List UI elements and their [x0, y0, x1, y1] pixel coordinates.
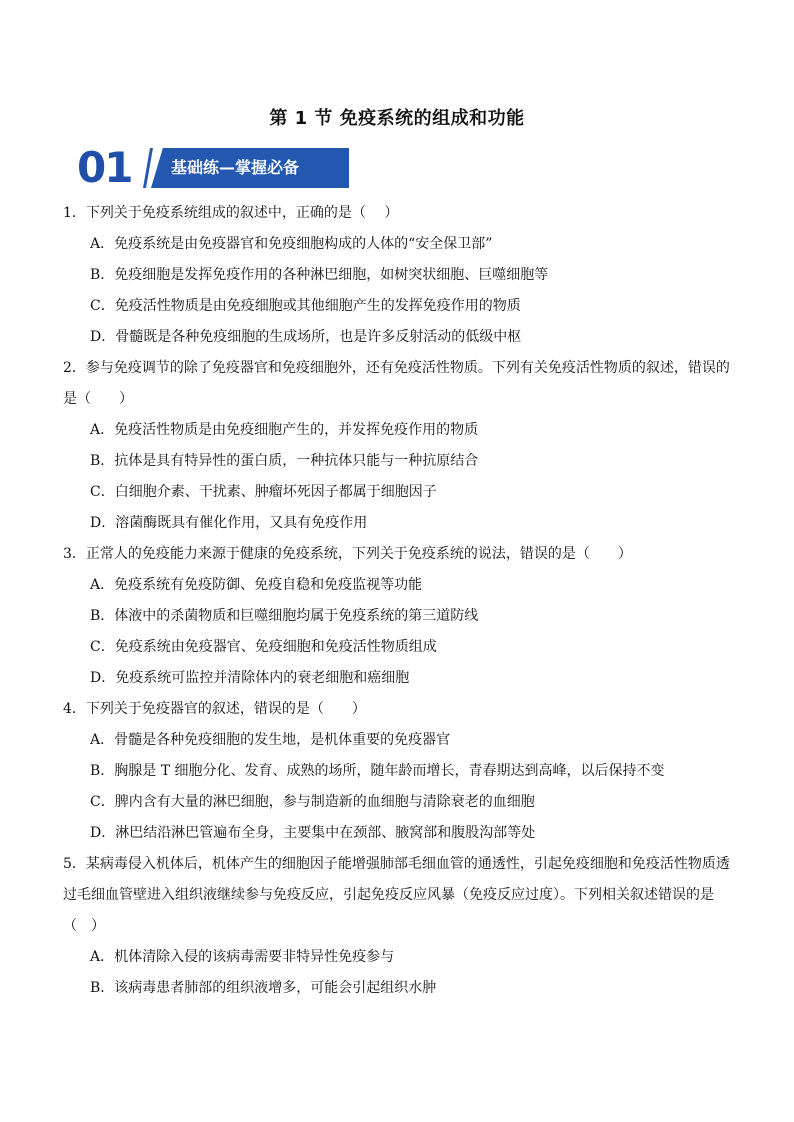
section-banner — [77, 143, 349, 192]
question-option: B．免疫细胞是发挥免疫作用的各种淋巴细胞，如树突状细胞、巨噬细胞等 — [90, 267, 549, 283]
question-option: C．脾内含有大量的淋巴细胞，参与制造新的血细胞与清除衰老的血细胞 — [90, 794, 535, 810]
question-option: C．免疫系统由免疫器官、免疫细胞和免疫活性物质组成 — [90, 639, 437, 655]
question-option: B．该病毒患者肺部的组织液增多，可能会引起组织水肿 — [90, 980, 437, 996]
question-option: B．胸腺是 T 细胞分化、发育、成熟的场所，随年龄而增长，青春期达到高峰，以后保持不变 — [90, 763, 665, 779]
question-option: A．免疫系统有免疫防御、免疫自稳和免疫监视等功能 — [90, 577, 423, 593]
question-stem: 1．下列关于免疫系统组成的叙述中，正确的是（ ） — [63, 205, 399, 221]
banner-label: 基础练—掌握必备 — [171, 158, 300, 177]
question-option: A．免疫系统是由免疫器官和免疫细胞构成的人体的“安全保卫部” — [90, 236, 493, 252]
question-option: C．白细胞介素、干扰素、肿瘤坏死因子都属于细胞因子 — [90, 484, 437, 500]
question-option: B．抗体是具有特异性的蛋白质，一种抗体只能与一种抗原结合 — [90, 453, 479, 469]
question-option: A．免疫活性物质是由免疫细胞产生的，并发挥免疫作用的物质 — [90, 422, 479, 438]
question-3 — [63, 539, 733, 694]
question-1 — [63, 198, 733, 353]
question-stem: 4．下列关于免疫器官的叙述，错误的是（ ） — [63, 701, 366, 717]
question-2 — [63, 353, 733, 539]
banner-number: 01 — [77, 143, 132, 192]
question-option: A．机体清除入侵的该病毒需要非特异性免疫参与 — [90, 949, 395, 965]
page-title: 第 1 节 免疫系统的组成和功能 — [269, 108, 525, 129]
question-option: A．骨髓是各种免疫细胞的发生地，是机体重要的免疫器官 — [90, 732, 451, 748]
question-option: D．免疫系统可监控并清除体内的衰老细胞和癌细胞 — [90, 670, 410, 686]
question-list — [63, 198, 733, 1004]
question-option: D．骨髓既是各种免疫细胞的生成场所，也是许多反射活动的低级中枢 — [90, 329, 522, 345]
question-option: D．淋巴结沿淋巴管遍布全身，主要集中在颈部、腋窝部和腹股沟部等处 — [90, 825, 536, 841]
question-stem: 2．参与免疫调节的除了免疫器官和免疫细胞外，还有免疫活性物质。下列有关免疫活性物质的叙述，错误的是（ ） — [63, 360, 730, 407]
question-option: D．溶菌酶既具有催化作用，又具有免疫作用 — [90, 515, 368, 531]
question-option: B．体液中的杀菌物质和巨噬细胞均属于免疫系统的第三道防线 — [90, 608, 479, 624]
question-4 — [63, 694, 733, 849]
question-option: C．免疫活性物质是由免疫细胞或其他细胞产生的发挥免疫作用的物质 — [90, 298, 521, 314]
question-5 — [63, 849, 733, 1004]
question-stem: 3．正常人的免疫能力来源于健康的免疫系统，下列关于免疫系统的说法，错误的是（ ） — [63, 546, 632, 562]
question-stem: 5．某病毒侵入机体后，机体产生的细胞因子能增强肺部毛细血管的通透性，引起免疫细胞和免疫活性物质透过毛细血管壁进入组织液继续参与免疫反应，引起免疫反应风暴（免疫反应过度）。下列相关叙述错误的是（ ） — [63, 856, 730, 934]
